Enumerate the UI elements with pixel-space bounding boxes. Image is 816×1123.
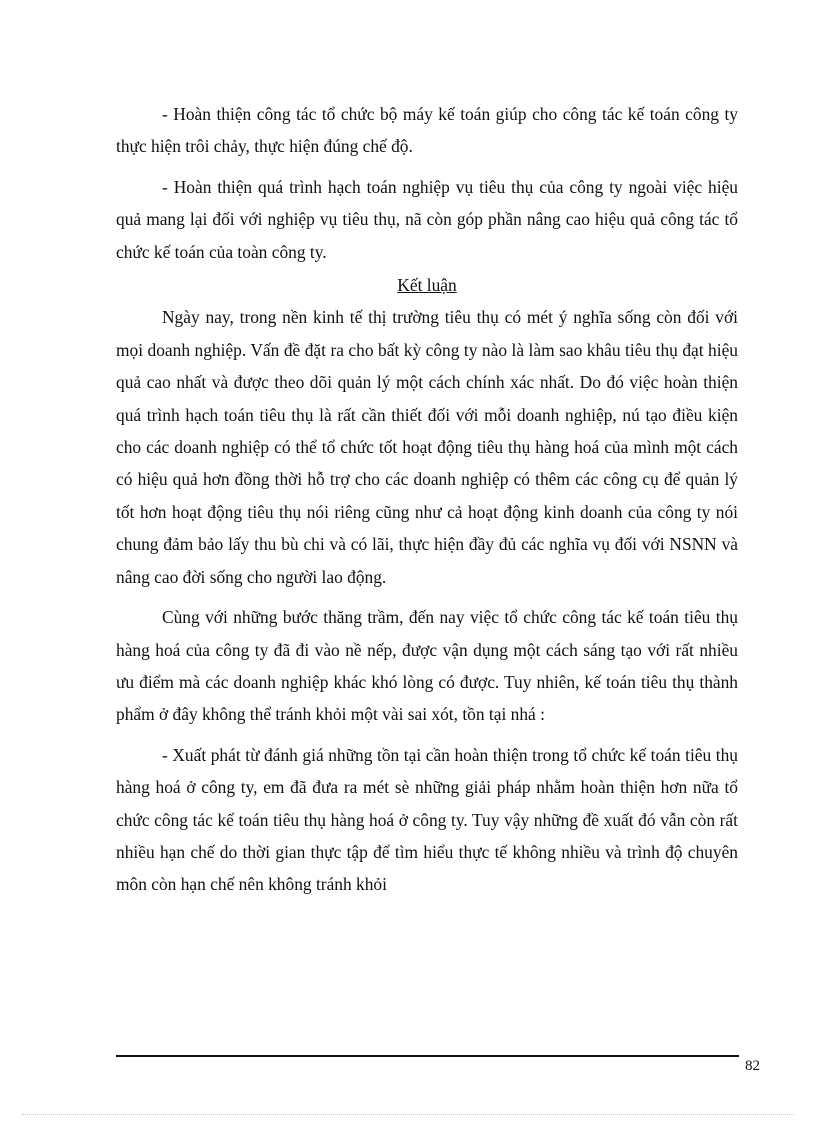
page-number: 82 [745,1058,760,1074]
section-heading [116,269,738,301]
section-heading-text: Kết luận [397,275,457,296]
footer-divider [116,1055,739,1057]
document-body [116,98,738,901]
paragraph-improve-sales-accounting: - Hoàn thiện quá trình hạch toán nghiệp vụ tiêu thụ của công ty ngoài việc hiệu quả mang lại đối với nghiệp vụ tiêu thụ, nã còn góp phần nâng cao hiệu quả công tác tổ chức kế toán của toàn công ty. [116,176,738,262]
paragraph-conclusion-intro: Ngày nay, trong nền kinh tế thị trường tiêu thụ có mét ý nghĩa sống còn đối với mọi doanh nghiệp. Vấn đề đặt ra cho bất kỳ công ty nào là làm sao khâu tiêu thụ đạt hiệu quả cao nhất và được theo dõi quản lý một cách chính xác nhất. Do đó việc hoàn thiện quá trình hạch toán tiêu thụ là rất cần thiết đối với mỗi doanh nghiệp, nú tạo điều kiện cho các doanh nghiệp có thể tổ chức tốt hoạt động tiêu thụ hàng hoá của mình một cách có hiệu quả hơn đồng thời hỗ trợ cho các doanh nghiệp có thêm các công cụ để quản lý tốt hơn hoạt động tiêu thụ nói riêng cũng như cả hoạt động kinh doanh của công ty nói chung đảm bảo lấy thu bù chi và có lãi, thực hiện đầy đủ các nghĩa vụ đối với NSNN và nâng cao đời sống cho người lao động. [116,307,738,587]
paragraph-conclusion-progress: Cùng với những bước thăng trầm, đến nay việc tổ chức công tác kế toán tiêu thụ hàng hoá của công ty đã đi vào nề nếp, được vận dụng một cách sáng tạo với rất nhiều ưu điểm mà các doanh nghiệp khác khó lòng có được. Tuy nhiên, kế toán tiêu thụ thành phẩm ở đây không thể tránh khỏi một vài sai xót, tồn tại nhá : [116,607,738,725]
paragraph-improve-accounting-apparatus: - Hoàn thiện công tác tổ chức bộ máy kế toán giúp cho công tác kế toán công ty thực hiện trôi chảy, thực hiện đúng chế độ. [116,104,738,157]
paragraph-conclusion-solutions: - Xuất phát từ đánh giá những tồn tại cần hoàn thiện trong tổ chức kế toán tiêu thụ hàng hoá ở công ty, em đã đưa ra mét sè những giải pháp nhằm hoàn thiện hơn nữa tổ chức công tác kế toán tiêu thụ hàng hoá ở công ty. Tuy vậy những đề xuất đó vẫn còn rất nhiều hạn chế do thời gian thực tập để tìm hiểu thực tế không nhiều và trình độ chuyên môn còn hạn chế nên không tránh khỏi [116,744,738,895]
